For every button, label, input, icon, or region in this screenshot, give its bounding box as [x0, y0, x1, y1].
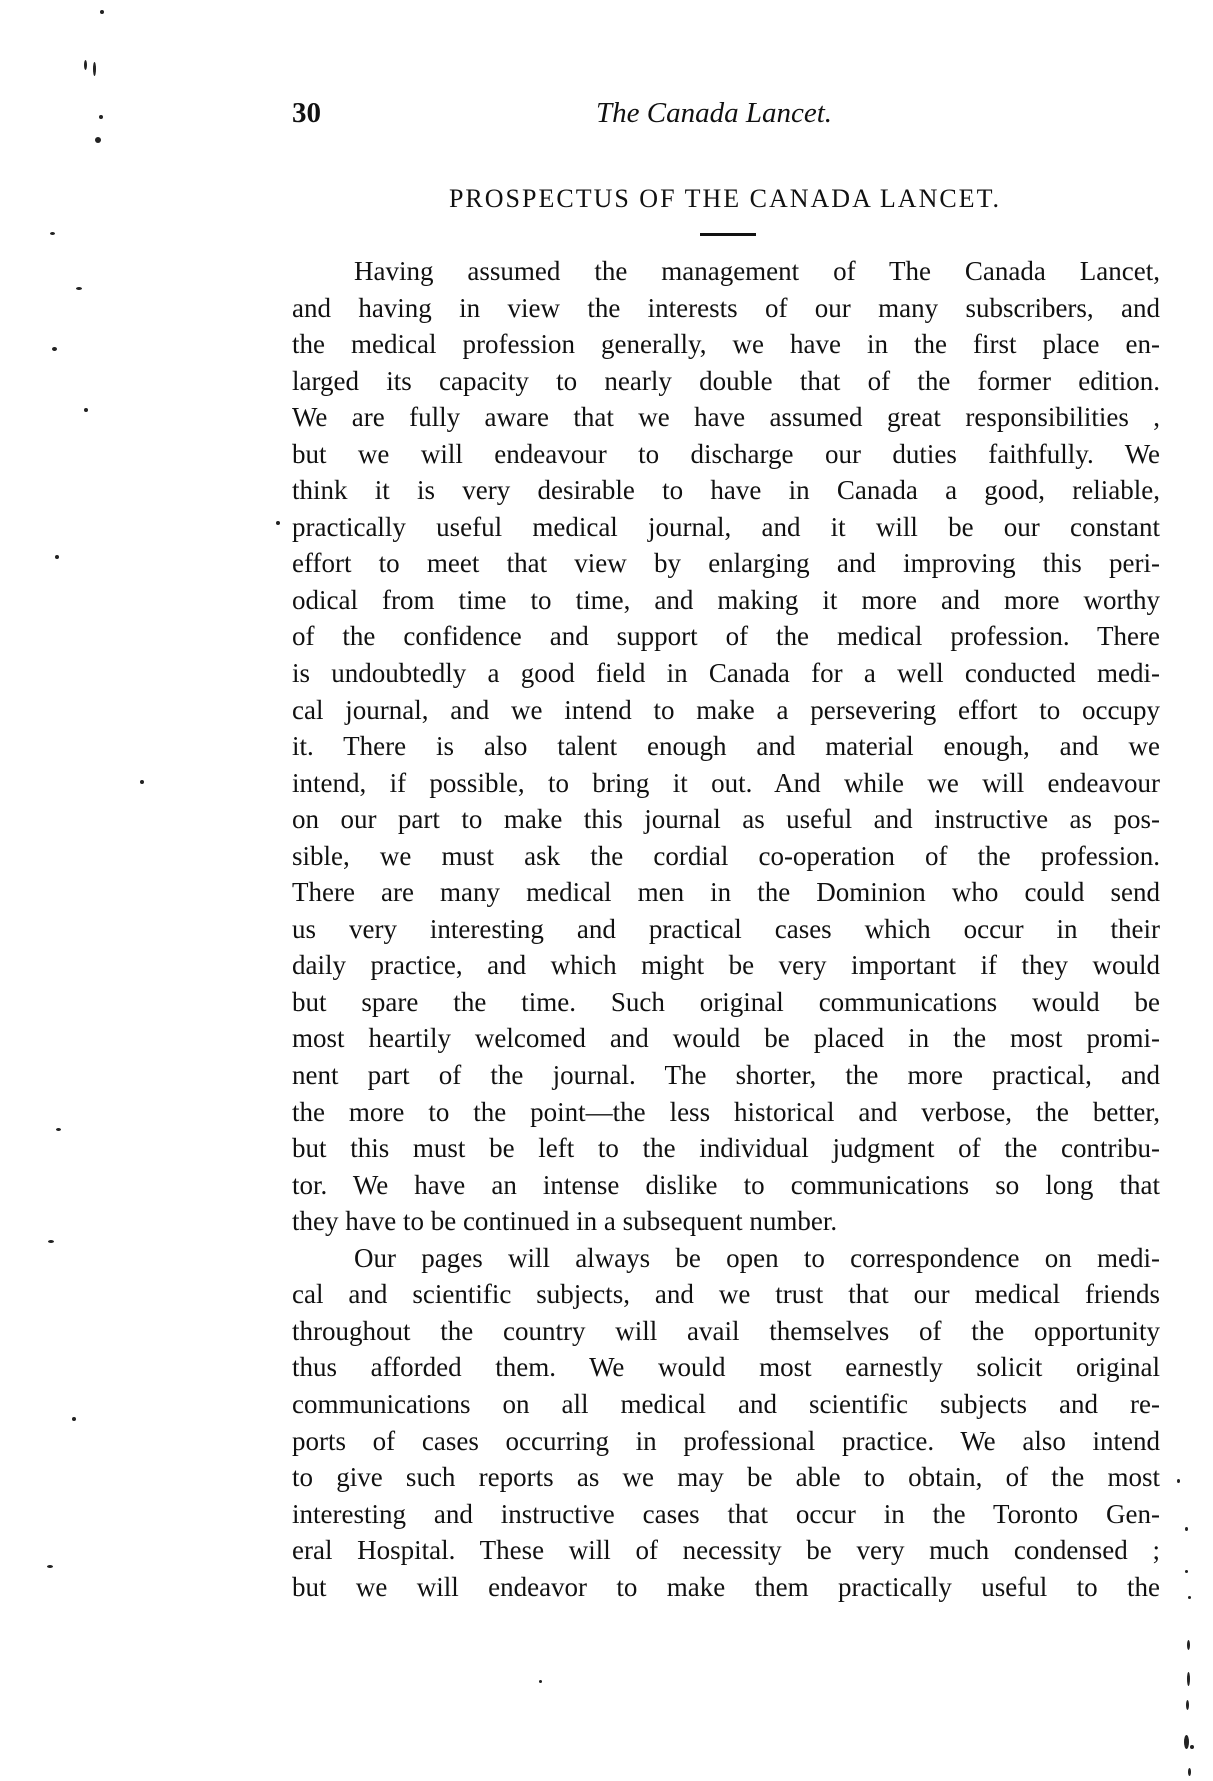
text-line: throughout the country will avail themselves of the opportunity — [292, 1315, 1160, 1346]
text-line: but we will endeavour to discharge our duties faithfully. We — [292, 438, 1160, 469]
text-line: eral Hospital. These will of necessity be very much condensed ; — [292, 1535, 1160, 1566]
scan-speck — [276, 521, 280, 525]
text-line: think it is very desirable to have in Canada a good, reliable, — [292, 475, 1160, 506]
scan-speck — [100, 10, 104, 14]
text-line: they have to be continued in a subsequent number. — [292, 1206, 838, 1237]
text-line: daily practice, and which might be very important if they would — [292, 950, 1160, 981]
text-line: tor. We have an intense dislike to communications so long that — [292, 1169, 1160, 1200]
text-line: intend, if possible, to bring it out. And while we will endeavour — [292, 767, 1160, 798]
text-line: but spare the time. Such original communications would be — [292, 986, 1160, 1017]
text-line: is undoubtedly a good field in Canada for a well conducted medi- — [292, 658, 1160, 689]
text-line: of the confidence and support of the medical profession. There — [292, 621, 1160, 652]
text-line: most heartily welcomed and would be placed in the most promi- — [292, 1023, 1160, 1054]
scan-speck — [1188, 1596, 1191, 1599]
text-line: communications on all medical and scientific subjects and re- — [292, 1388, 1160, 1419]
scan-speck — [539, 1680, 542, 1683]
page-number: 30 — [292, 97, 321, 129]
text-line: us very interesting and practical cases which occur in their — [292, 913, 1160, 944]
scan-speck — [50, 232, 55, 235]
text-line: the more to the point—the less historical and verbose, the better, — [292, 1096, 1160, 1127]
scan-speck — [1187, 1640, 1190, 1650]
scan-speck — [72, 1417, 76, 1421]
scan-speck — [140, 780, 144, 784]
text-line: larged its capacity to nearly double that of the former edition. — [292, 365, 1160, 396]
scan-speck — [1185, 1570, 1188, 1573]
running-title: The Canada Lancet. — [596, 97, 833, 129]
text-line: and having in view the interests of our many subscribers, and — [292, 292, 1160, 323]
scan-speck — [55, 555, 59, 559]
article-title: PROSPECTUS OF THE CANADA LANCET. — [448, 184, 1002, 213]
scan-speck — [76, 287, 82, 290]
scan-speck — [99, 115, 103, 119]
scan-speck — [1185, 1527, 1188, 1531]
text-line: thus afforded them. We would most earnestly solicit original — [292, 1352, 1160, 1383]
text-line: cal and scientific subjects, and we trust that our medical friends — [292, 1279, 1160, 1310]
text-line: Having assumed the management of The Canada Lancet, — [354, 256, 1160, 286]
text-line: practically useful medical journal, and it will be our constant — [292, 511, 1160, 542]
text-line: but this must be left to the individual judgment of the contribu- — [292, 1133, 1160, 1164]
scan-speck — [47, 1565, 53, 1568]
text-line: ports of cases occurring in professional practice. We also intend — [292, 1425, 1160, 1456]
scan-speck — [1186, 1700, 1189, 1710]
text-line: but we will endeavor to make them practically useful to the — [292, 1571, 1160, 1602]
text-line: sible, we must ask the cordial co-operation of the profession. — [292, 840, 1160, 871]
scan-speck — [95, 137, 101, 143]
text-line: effort to meet that view by enlarging and improving this peri- — [292, 548, 1160, 579]
text-line: Our pages will always be open to correspondence on medi- — [354, 1242, 1160, 1273]
scan-speck — [1184, 1735, 1189, 1749]
text-line: There are many medical men in the Dominion who could send — [292, 877, 1160, 908]
text-line: to give such reports as we may be able to obtain, of the most — [292, 1462, 1160, 1493]
scan-speck — [48, 1240, 54, 1243]
text-line: We are fully aware that we have assumed great responsibilities , — [292, 402, 1160, 433]
text-line: odical from time to time, and making it more and more worthy — [292, 584, 1160, 615]
text-line: interesting and instructive cases that occur in the Toronto Gen- — [292, 1498, 1160, 1529]
title-rule — [700, 233, 756, 236]
scan-speck — [1188, 1768, 1191, 1776]
scan-speck — [84, 60, 87, 70]
scan-speck — [93, 62, 96, 76]
scan-speck — [1177, 1479, 1180, 1483]
scan-speck — [56, 1128, 61, 1131]
article-body — [292, 253, 1160, 1605]
scan-speck — [1190, 1745, 1194, 1749]
text-line: the medical profession generally, we have in the first place en- — [292, 329, 1160, 360]
scan-speck — [52, 347, 57, 351]
text-line: on our part to make this journal as useful and instructive as pos- — [292, 804, 1160, 835]
scan-speck — [84, 408, 88, 412]
text-line: nent part of the journal. The shorter, the more practical, and — [292, 1060, 1160, 1091]
text-line: it. There is also talent enough and material enough, and we — [292, 731, 1160, 762]
scan-speck — [1187, 1672, 1190, 1686]
text-line: cal journal, and we intend to make a persevering effort to occupy — [292, 694, 1160, 725]
